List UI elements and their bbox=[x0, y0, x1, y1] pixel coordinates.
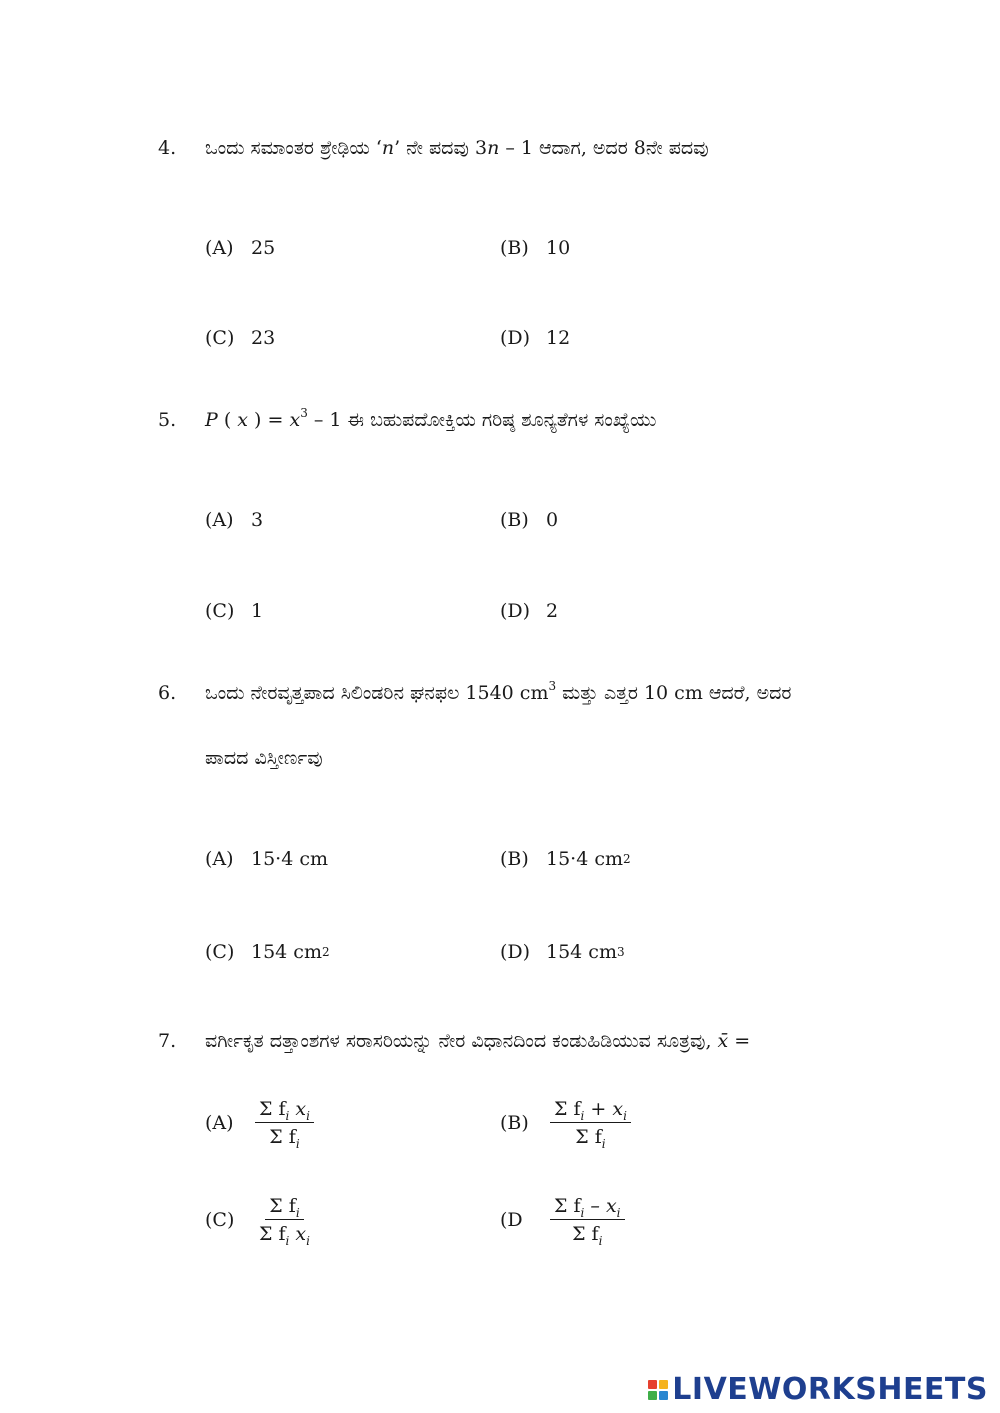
logo-square bbox=[648, 1391, 657, 1400]
option-4a[interactable]: (A) 25 bbox=[205, 237, 276, 259]
fraction: $\frac{\Sigma f_i + x_i}{\Sigma f_i}$ bbox=[550, 1098, 631, 1148]
logo-square bbox=[648, 1380, 657, 1389]
question-4-text: ಒಂದು ಸಮಾಂತರ ಶ್ರೇಢಿಯ ‘n’ ನೇ ಪದವು 3n – 1 ಆದಾಗ, ಅದರ 8ನೇ ಪದವು bbox=[205, 137, 709, 159]
question-6-text-line1: ಒಂದು ನೇರವೃತ್ತಪಾದ ಸಿಲಿಂಡರಿನ ಘನಫಲ 1540 $cm^3$ ಮತ್ತು ಎತ್ತರ 10 cm ಆದರೆ, ಅದರ bbox=[205, 679, 792, 704]
fraction: $\frac{\Sigma f_i x_i}{\Sigma f_i}$ bbox=[255, 1098, 314, 1148]
option-6a[interactable]: (A) 15·4 cm bbox=[205, 848, 329, 870]
option-7b[interactable]: (B) $\frac{\Sigma f_i + x_i}{\Sigma f_i}$ bbox=[500, 1098, 631, 1148]
question-5-text: P ( x ) = $x^3 - 1$ ಈ ಬಹುಪದೋಕ್ತಿಯ ಗರಿಷ್ಠ ಶೂನ್ಯತೆಗಳ ಸಂಖ್ಯೆಯು bbox=[205, 406, 657, 431]
option-6c[interactable]: (C) 154 cm 2 bbox=[205, 941, 330, 963]
option-4d[interactable]: (D) 12 bbox=[500, 327, 571, 349]
option-5c[interactable]: (C) 1 bbox=[205, 600, 264, 622]
option-7a[interactable]: (A) $\frac{\Sigma f_i x_i}{\Sigma f_i}$ bbox=[205, 1098, 314, 1148]
option-5d[interactable]: (D) 2 bbox=[500, 600, 559, 622]
option-5a[interactable]: (A) 3 bbox=[205, 509, 264, 531]
question-6-text-line2: ಪಾದದ ವಿಸ್ತೀರ್ಣವು bbox=[205, 747, 323, 769]
option-6b[interactable]: (B) 15·4 cm 2 bbox=[500, 848, 631, 870]
question-4-number: 4. bbox=[158, 137, 177, 159]
logo-square bbox=[659, 1380, 668, 1389]
logo-square bbox=[659, 1391, 668, 1400]
option-4c[interactable]: (C) 23 bbox=[205, 327, 276, 349]
question-7-text: ವರ್ಗೀಕೃತ ದತ್ತಾಂಶಗಳ ಸರಾಸರಿಯನ್ನು ನೇರ ವಿಧಾನದಿಂದ ಕಂಡುಹಿಡಿಯುವ ಸೂತ್ರವು, x̄ = bbox=[205, 1030, 751, 1052]
question-6-number: 6. bbox=[158, 682, 177, 704]
option-7d[interactable]: (D $\frac{\Sigma f_i - x_i}{\Sigma f_i}$ bbox=[500, 1195, 625, 1245]
option-4b[interactable]: (B) 10 bbox=[500, 237, 571, 259]
liveworksheets-logo-icon bbox=[648, 1380, 668, 1400]
option-5b[interactable]: (B) 0 bbox=[500, 509, 559, 531]
option-7c[interactable]: (C) $\frac{\Sigma f_i}{\Sigma f_i x_i}$ bbox=[205, 1195, 314, 1245]
question-7-number: 7. bbox=[158, 1030, 177, 1052]
fraction: $\frac{\Sigma f_i}{\Sigma f_i x_i}$ bbox=[259, 1195, 310, 1248]
option-6d[interactable]: (D) 154 cm 3 bbox=[500, 941, 625, 963]
fraction: $\frac{\Sigma f_i - x_i}{\Sigma f_i}$ bbox=[550, 1195, 625, 1245]
liveworksheets-logo[interactable] bbox=[648, 1372, 988, 1407]
liveworksheets-brand-text: LIVEWORKSHEETS bbox=[672, 1372, 988, 1407]
question-5-number: 5. bbox=[158, 409, 177, 431]
